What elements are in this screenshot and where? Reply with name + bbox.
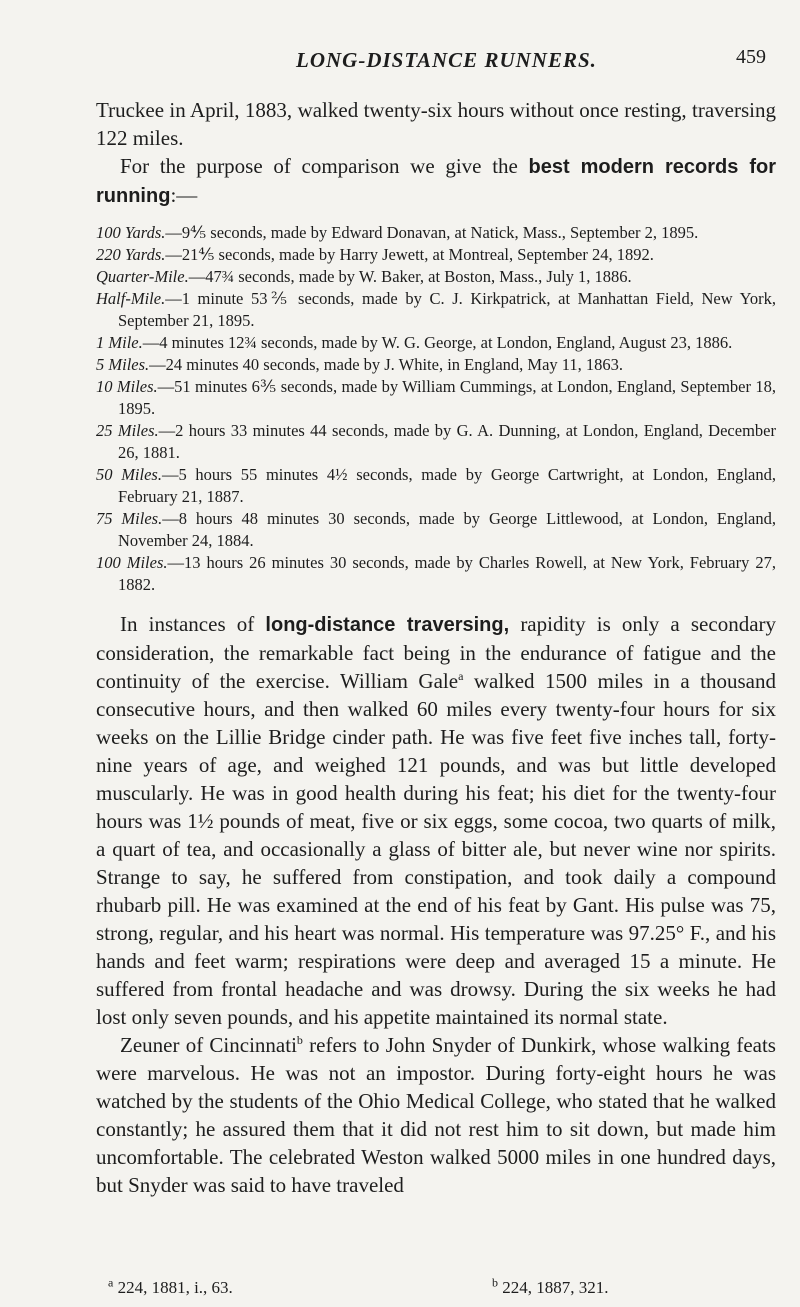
record-detail: —2 hours 33 minutes 44 seconds, made by G. A. Dunning, at London, England, December 26, 1881. (118, 421, 776, 462)
page-body (96, 96, 776, 1199)
record-detail: —51 minutes 6⅗ seconds, made by William Cummings, at London, England, September 18, 1895. (118, 377, 776, 418)
footnote-a-mark: a (108, 1275, 114, 1290)
record-distance: 220 Yards. (96, 245, 166, 264)
record-distance: 100 Miles. (96, 553, 168, 572)
footnote-b-text: 224, 1887, 321. (502, 1278, 609, 1297)
record-distance: 50 Miles. (96, 465, 162, 484)
record-detail: —21⅘ seconds, made by Harry Jewett, at Montreal, September 24, 1892. (165, 245, 654, 264)
record-distance: 10 Miles. (96, 377, 158, 396)
para2-text2: walked 1500 miles in a thousand consecutive hours, and then walked 60 miles every twenty-four hours for six weeks on the Lillie Bridge cinder path. He was five feet five inches tall, forty-nine years of age, and weighed 121 pounds, and was but little developed muscularly. He was in good health during his feat; his diet for the twenty-four hours was 1½ pounds of meat, five or six eggs, some cocoa, two quarts of milk, a quart of tea, and occasionally a glass of bitter ale, but never wine nor spirits. Strange to say, he suffered from constipation, and took daily a compound rhubarb pill. He was examined at the end of his feat by Gant. His pulse was 75, strong, regular, and his heart was normal. His temperature was 97.25° F., and his hands and feet warm; respirations were deep and averaged 15 a minute. He suffered from frontal headache and was drowsy. During the six weeks he had lost only seven pounds, and his appetite maintained its normal state. (96, 669, 776, 1029)
record-item (96, 420, 776, 464)
record-distance: Quarter-Mile. (96, 267, 189, 286)
paragraph-gale (96, 610, 776, 1031)
record-item (96, 464, 776, 508)
footnote-a-text: 224, 1881, i., 63. (117, 1278, 233, 1297)
record-distance: 5 Miles. (96, 355, 150, 374)
record-detail: —47¾ seconds, made by W. Baker, at Boston, Mass., July 1, 1886. (188, 267, 632, 286)
para2-bold: long-distance traversing, (265, 614, 510, 636)
record-detail: —1 minute 53⅖ seconds, made by C. J. Kirkpatrick, at Manhattan Field, New York, September 21, 1895. (118, 289, 776, 330)
record-item (96, 288, 776, 332)
record-detail: —4 minutes 12¾ seconds, made by W. G. George, at London, England, August 23, 1886. (142, 333, 733, 352)
record-detail: —8 hours 48 minutes 30 seconds, made by George Littlewood, at London, England, November 24, 1884. (118, 509, 776, 550)
record-distance: 25 Miles. (96, 421, 159, 440)
purpose-lead: For the purpose of comparison we give the (120, 154, 518, 178)
running-head: LONG-DISTANCE RUNNERS. (296, 48, 597, 72)
record-distance: 1 Mile. (96, 333, 143, 352)
page-number: 459 (736, 46, 766, 68)
record-item (96, 266, 776, 288)
record-item (96, 508, 776, 552)
record-distance: Half-Mile. (96, 289, 166, 308)
record-item (96, 354, 776, 376)
record-detail: —9⅘ seconds, made by Edward Donavan, at Natick, Mass., September 2, 1895. (165, 223, 699, 242)
intro-line: Truckee in April, 1883, walked twenty-six hours without once resting, traversing 122 miles. (96, 98, 776, 150)
record-item (96, 376, 776, 420)
para2-text1: rapidity is only a secondary consideration, the remarkable fact being in the endurance of fatigue and the continuity of the exercise. William Gale (96, 612, 777, 693)
footnote-ref-a: a (458, 669, 464, 683)
footnote-b (492, 1275, 609, 1298)
record-detail: —5 hours 55 minutes 4½ seconds, made by George Cartwright, at London, England, February 21, 1887. (118, 465, 776, 506)
record-detail: —13 hours 26 minutes 30 seconds, made by Charles Rowell, at New York, February 27, 1882. (118, 553, 776, 594)
records-list (96, 222, 776, 596)
record-distance: 75 Miles. (96, 509, 163, 528)
record-item (96, 244, 776, 266)
para2-lead: In instances of (120, 612, 255, 636)
purpose-bold: best modern records for running (96, 156, 776, 207)
record-detail: —24 minutes 40 seconds, made by J. White, in England, May 11, 1863. (149, 355, 624, 374)
record-item (96, 552, 776, 596)
record-distance: 100 Yards. (96, 223, 166, 242)
footnote-b-mark: b (492, 1275, 498, 1290)
para3-text2: refers to John Snyder of Dunkirk, whose walking feats were marvelous. He was not an impostor. During forty-eight hours he was watched by the students of the Ohio Medical College, who stated that he walked constantly; he assured them that it did not rest him to sit down, but made him uncomfortable. The celebrated Weston walked 5000 miles in one hundred days, but Snyder was said to have traveled (96, 1033, 776, 1197)
paragraph-snyder (96, 1031, 776, 1199)
footnote-a (108, 1275, 233, 1298)
purpose-line (96, 152, 776, 210)
record-item (96, 222, 776, 244)
para3-text1: Zeuner of Cincinnati (120, 1033, 297, 1057)
record-item (96, 332, 776, 354)
purpose-end: :— (170, 183, 198, 207)
footnote-ref-b: b (296, 1033, 303, 1047)
